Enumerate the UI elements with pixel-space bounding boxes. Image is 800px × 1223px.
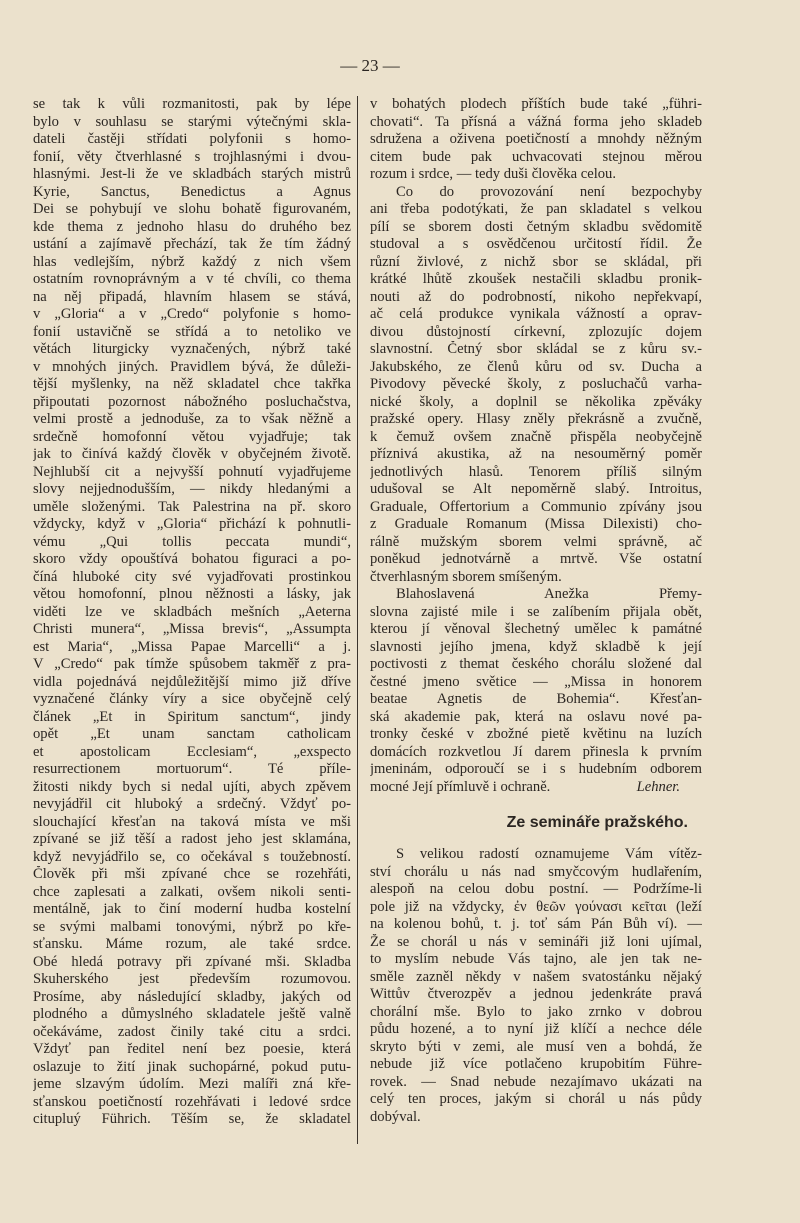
text-line: domácích rozkvetlou Jí darem přinesla k prvním <box>370 743 702 760</box>
text-line: očekáváme, zadost činily také citu a srdci. <box>33 1023 351 1040</box>
text-line: beatae Agnetis de Bohemia“. Křesťan- <box>370 691 702 707</box>
text-line: Christi munera“, „Missa brevis“, „Assumpta <box>33 621 351 637</box>
text-line: Co do provozování není bezpochyby <box>396 183 702 200</box>
text-line: na kolenou bohů, t. j. toť sám Pán Bůh ví). — <box>370 916 702 932</box>
text-line: citupluý Führich. Těším se, že skladatel <box>33 1111 351 1127</box>
text-line: vému „Qui tollis peccata mundi“, <box>33 533 351 550</box>
text-line: čtverhlasným sborem smíšeným. <box>370 568 562 585</box>
text-line: celý ten proces, jakým si chorál u nás půdy <box>370 1091 702 1107</box>
text-line: dobýval. <box>370 1108 421 1125</box>
text-line: chce zaplesati a zalkati, ovšem nikoli senti- <box>33 883 351 900</box>
text-line: různí živlové, z nichž sbor se skládal, při <box>370 253 702 270</box>
text-line: resurrectionem mortuorum“. Té příle- <box>33 761 351 777</box>
text-line: skoro vždy opouštívá bohatou figuraci a po- <box>33 551 351 567</box>
text-line: bylo v souhlasu se starými výtečnými skla- <box>33 113 351 130</box>
text-line: příznivá akustika, až na nesouměrný poměr <box>370 446 702 462</box>
text-line: článek „Et in Spiritum sanctum“, jindy <box>33 708 351 725</box>
text-line: studoval a s osvědčenou určitostí řídil. Že <box>370 236 702 252</box>
text-line: v bohatých plodech příštích bude také „führi- <box>370 96 702 112</box>
right-column <box>370 96 702 1126</box>
text-line: směle zazněl někdy v našem svatostánku nějaký <box>370 968 702 985</box>
text-line: když nevyjádřilo se, co očekával s toužebností. <box>33 848 351 865</box>
text-line: viděti lze ve skladbách mešních „Aeterna <box>33 603 351 620</box>
text-line: na něj připadá, hlavním hlasem se stává, <box>33 288 351 305</box>
paragraph <box>370 586 702 796</box>
text-line: chovati“. Ta přísná a vážná forma jeho skladeb <box>370 113 702 130</box>
text-line: nouti až do podrobností, nikoho nepřekvapí, <box>370 288 702 305</box>
text-line: tější myšlenky, na něž skladatel chce takřka <box>33 376 351 392</box>
paragraph <box>33 96 351 1129</box>
text-line: Jakubského, ze členů kůru od sv. Ducha a <box>370 358 702 375</box>
text-line: půdu hozené, a to nyní již klíčí a nechce déle <box>370 1021 702 1037</box>
text-line: v „Gloria“ a v „Credo“ polyfonie s homo- <box>33 306 351 322</box>
text-line: poněkud jednotvárně a mrtvě. Vše ostatní <box>370 551 702 567</box>
paragraph <box>370 184 702 587</box>
text-line: kterou jí věnoval šlechetný umělec k památné <box>370 621 702 637</box>
text-line: větou homofonní, plnou něžnosti a lásky, jak <box>33 586 351 602</box>
text-line-content: mocné Její přímluvě i ochraně. <box>370 778 551 795</box>
text-line: ač celá produkce vynikala vážností a oprav- <box>370 306 702 322</box>
text-line: se tak k vůli rozmanitosti, pak by lépe <box>33 96 351 112</box>
text-line: et apostolicam Ecclesiam“, „exspecto <box>33 743 351 760</box>
text-line: slavnosti jejího jmena, když skladbě k její <box>370 638 702 655</box>
text-line: fonií ustavičně se střídá a to netoliko ve <box>33 323 351 340</box>
left-column <box>33 96 351 1129</box>
text-line: opět „Et unam sanctam catholicam <box>33 726 351 742</box>
text-line: velmi prostě a jednoduše, za to však něžně a <box>33 411 351 427</box>
text-line: alespoň na celou dobu postní. — Podržíme-li <box>370 881 702 897</box>
text-line: rovek. — Snad nebude nezajímavo ukázati na <box>370 1073 702 1090</box>
text-line: uměle složenými. Tak Palestrina na př. skoro <box>33 498 351 515</box>
text-line: sdružena a oživena poetičností a mnohdy něžným <box>370 131 702 147</box>
text-line: Že se chorál u nás v semináři již loni ujímal, <box>370 933 702 950</box>
text-line: krátké lhůtě zkoušek nestačili skladbu pronik- <box>370 271 702 287</box>
text-line: v mnohých jiných. Pravidlem bývá, že důleži- <box>33 358 351 375</box>
text-line: to myslím nebude Vás tajno, ale jen tak ne- <box>370 951 702 967</box>
text-line: tronky české v zbožné pietě květinu na luzích <box>370 726 702 742</box>
text-line: fonií, věty čtverhlasné s trojhlasnými i dvou- <box>33 148 351 165</box>
text-line: udušoval se Alt nepoměrně slabý. Introitus, <box>370 481 702 497</box>
text-line: ustání a zajímavě přechází, tak že tím žádný <box>33 236 351 252</box>
text-line: ská akademie pak, která na oslavu nové pa- <box>370 708 702 725</box>
page-number <box>0 56 800 76</box>
text-line: est Maria“, „Missa Papae Marcelli“ a j. <box>33 638 351 655</box>
text-line: Obé hledá potravy při zpívané mši. Skladba <box>33 953 351 970</box>
text-line: Dei se pohybují ve slohu bohatě figurovaném, <box>33 201 351 217</box>
text-line: nevyjádřil cit hluboký a srdečný. Vždyť po- <box>33 796 351 812</box>
text-line: hlasnými. Jest-li že ve skladbách starých mistrů <box>33 166 351 182</box>
text-line: ostatním rovnoprávným a v té chvíli, co thema <box>33 271 351 287</box>
text-line: Graduale, Offertorium a Communio zpívány jsou <box>370 498 702 515</box>
text-line: větách liturgicky vyznačených, nýbrž také <box>33 341 351 357</box>
text-line: dateli častěji střídati polyfonii s homo- <box>33 131 351 147</box>
text-line: vždycky, když v „Gloria“ přichází k pohnutli- <box>33 516 351 532</box>
text-line: Prosíme, aby následující skladby, jakých od <box>33 988 351 1005</box>
text-line: čestné jmeno světice — „Missa in honorem <box>370 673 702 690</box>
text-line: z Graduale Romanum (Missa Dilexisti) cho- <box>370 516 702 532</box>
text-line: nické školy, a doplnil se několika zpěváky <box>370 393 702 410</box>
text-line: hlas vedlejším, nýbrž každý z nich všem <box>33 253 351 270</box>
text-line: chorální mše. Bylo to jako zrnko v dobrou <box>370 1003 702 1020</box>
text-line: Nejhlubší cit a nejvyšší pohnutí vyjadřujeme <box>33 463 351 480</box>
text-line: vyznačené články víry a sice obyčejně celý <box>33 691 351 707</box>
text-line: srdečně homofonní větou vyjadřuje; tak <box>33 428 351 445</box>
text-line: jak to činívá každý člověk v obyčejném životě. <box>33 446 351 462</box>
text-line: poctivosti z themat českého chorálu složené dal <box>370 656 702 672</box>
text-line: slovy nejjednodušším, — nikdy hledanými a <box>33 481 351 497</box>
column-divider <box>357 96 358 1144</box>
text-line: V „Credo“ pak tímže spůsobem takměř z pra- <box>33 656 351 672</box>
text-line: divou důstojností církevní, zplozujíc dojem <box>370 323 702 340</box>
text-line: Skuherského jest především rozumovou. <box>33 971 351 987</box>
text-line: citem bude pak uchvacovati stejnou měrou <box>370 148 702 165</box>
text-line <box>370 779 702 797</box>
paragraph <box>370 96 702 184</box>
text-line: ani třeba podotýkati, že pan skladatel s velkou <box>370 201 702 217</box>
text-line: jednotlivých hlasů. Tenorem příliš silným <box>370 463 702 480</box>
text-line: S velikou radostí oznamujeme Vám vítěz- <box>396 846 702 862</box>
text-line: Vždyť pan ředitel není bez poesie, která <box>33 1041 351 1057</box>
text-line: slavnostní. Četný sbor skládal se z kůru sv.- <box>370 341 702 357</box>
text-line: připoutati pozornost nábožného posluchačstva, <box>33 393 351 410</box>
text-line: ství chorálu u nás nad smyčcovým hudlařením, <box>370 863 702 880</box>
text-line: pražské opery. Hlasy zněly překrásně a zvučně, <box>370 411 702 427</box>
text-line: rálně mužským sborem velmi správně, ač <box>370 533 702 550</box>
text-line: jmeninám, odporoučí se i s hudebním odborem <box>370 761 702 777</box>
text-line: Wittův čtverozpěv a jednou jedenkráte pravá <box>370 986 702 1002</box>
text-line: číná hluboké city své vyjadřovati prostinkou <box>33 568 351 585</box>
text-line: skryto býti v zemi, ale musí ven a bohdá, že <box>370 1038 702 1055</box>
text-line: kde thema z jednoho hlasu do druhého bez <box>33 218 351 235</box>
text-line: k čemuž ovšem značně přispěla neobyčejně <box>370 428 702 445</box>
text-line: vidla pojednává nejdůležitější mimo již dříve <box>33 673 351 690</box>
text-line: jeme slzavým údolím. Mezi malíři zná kře- <box>33 1076 351 1092</box>
text-line: nebude již více potlačeno krupobitím Führe- <box>370 1056 702 1072</box>
text-line: oslazuje to žití jinak suchopárné, pokud putu- <box>33 1058 351 1075</box>
text-line: sťansku. Máme rozum, ale také srdce. <box>33 936 351 952</box>
text-line: zpívané se již těší a radost jeho jest sklamána, <box>33 831 351 847</box>
text-line: Člověk při mši zpívané chce se rozehřáti, <box>33 866 351 882</box>
section-heading: Ze semináře pražského. <box>506 814 688 831</box>
text-line: sťanskou poetičností rozehřávati i ledové srdce <box>33 1093 351 1110</box>
text-line: plodného a důmyslného skladatele ještě valně <box>33 1006 351 1022</box>
text-line: žitosti nikdy bych si nedal ujíti, abych zpěvem <box>33 778 351 795</box>
text-line: Blahoslavená Anežka Přemy- <box>396 586 702 602</box>
text-line: slouchající křesťan na taková místa ve mši <box>33 813 351 830</box>
text-line: rozum i srdce, — tedy duši člověka celou. <box>370 166 616 182</box>
text-line: se svými malbami tonovými, nýbrž po kře- <box>33 918 351 935</box>
text-line: mentálně, jak to činí moderní hudba kostelní <box>33 901 351 917</box>
text-line: Pivodovy pěvecké školy, z posluchačů varha- <box>370 376 702 392</box>
paragraph <box>370 846 702 1126</box>
text-line: pílí se sborem dosti četným skladbu svědomitě <box>370 218 702 235</box>
page-number-text: — 23 — <box>340 56 400 75</box>
text-line: Kyrie, Sanctus, Benedictus a Agnus <box>33 183 351 200</box>
text-line: pole již na vždycky, ἐν θεῶν γούνασι κεῖται (leží <box>370 898 702 915</box>
text-line: slovna zajisté mile i se zalíbením přijala obět, <box>370 603 702 620</box>
author-signature: Lehner. <box>636 778 680 795</box>
